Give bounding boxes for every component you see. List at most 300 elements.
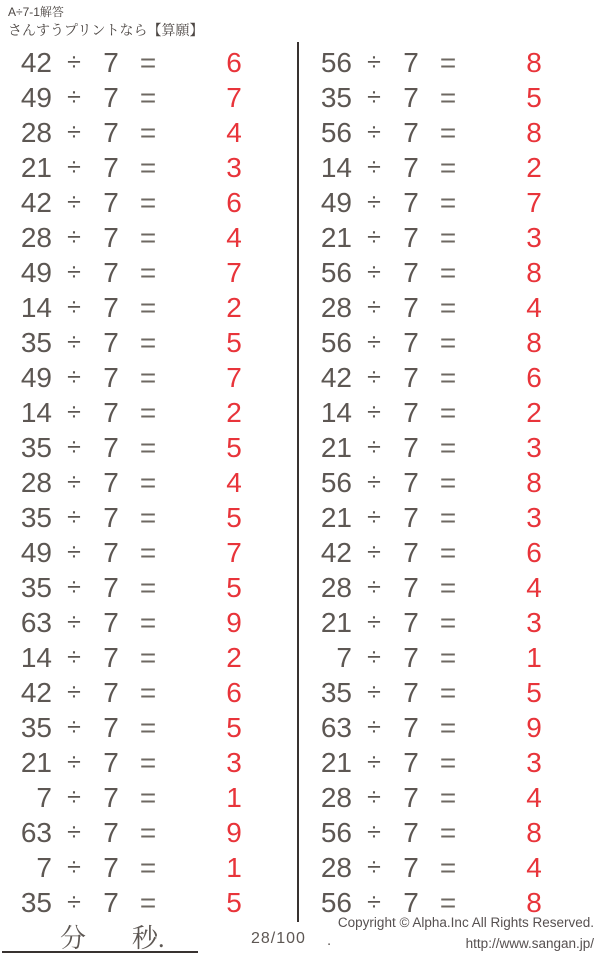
problem-row [300,150,600,185]
division-sign: ÷ [367,783,381,811]
divisor: 7 [403,221,419,253]
problem-row [0,465,300,500]
dividend: 14 [20,396,52,428]
equals-sign: = [439,676,457,708]
divisor: 7 [403,186,419,218]
problem-row [300,290,600,325]
problem-row [300,710,600,745]
dividend: 42 [320,361,352,393]
divisor: 7 [103,361,119,393]
problem-row [300,115,600,150]
divisor: 7 [403,151,419,183]
division-sign: ÷ [367,83,381,111]
answer: 2 [526,151,542,183]
copyright-text: Copyright © Alpha.Inc All Rights Reserved. [337,915,594,930]
problem-row [300,815,600,850]
problem-row [0,535,300,570]
copyright-url: http://www.sangan.jp/ [465,936,594,951]
answer: 3 [526,431,542,463]
division-sign: ÷ [367,608,381,636]
answer: 5 [526,81,542,113]
dividend: 7 [336,641,352,673]
problem-row [0,500,300,535]
problem-row [0,115,300,150]
divisor: 7 [403,81,419,113]
problem-row [300,850,600,885]
problem-row [0,710,300,745]
division-sign: ÷ [367,118,381,146]
division-sign: ÷ [367,853,381,881]
equals-sign: = [439,781,457,813]
division-sign: ÷ [67,713,81,741]
answer: 4 [526,571,542,603]
seconds-label: 秒. [132,924,165,953]
worksheet-header [8,4,203,40]
dividend: 35 [320,676,352,708]
problem-row [0,430,300,465]
divisor: 7 [403,641,419,673]
problem-row [0,220,300,255]
dividend: 21 [20,746,52,778]
equals-sign: = [139,361,157,393]
problem-row [0,395,300,430]
answer: 5 [526,676,542,708]
divisor: 7 [103,291,119,323]
equals-sign: = [439,151,457,183]
division-sign: ÷ [67,608,81,636]
division-sign: ÷ [67,573,81,601]
answer: 7 [226,536,242,568]
problem-row [0,640,300,675]
answer: 8 [526,886,542,918]
division-sign: ÷ [367,433,381,461]
worksheet-title: A÷7-1解答 [8,5,64,19]
dividend: 14 [320,151,352,183]
equals-sign: = [139,466,157,498]
equals-sign: = [139,46,157,78]
divisor: 7 [403,396,419,428]
problem-row [0,290,300,325]
dividend: 35 [20,571,52,603]
divisor: 7 [403,501,419,533]
answer: 8 [526,816,542,848]
answer: 5 [226,326,242,358]
copyright-block [338,912,594,954]
dividend: 49 [320,186,352,218]
problem-row [0,780,300,815]
dividend: 56 [320,466,352,498]
equals-sign: = [439,396,457,428]
equals-sign: = [139,256,157,288]
answer: 6 [226,186,242,218]
answer: 6 [226,676,242,708]
divisor: 7 [103,746,119,778]
division-sign: ÷ [67,433,81,461]
answer: 5 [226,501,242,533]
division-sign: ÷ [67,258,81,286]
divisor: 7 [103,151,119,183]
dividend: 56 [320,46,352,78]
equals-sign: = [139,501,157,533]
equals-sign: = [139,606,157,638]
dividend: 42 [20,46,52,78]
divisor: 7 [103,466,119,498]
equals-sign: = [139,851,157,883]
division-sign: ÷ [67,468,81,496]
equals-sign: = [439,291,457,323]
dividend: 35 [20,711,52,743]
dividend: 14 [20,641,52,673]
problem-row [0,675,300,710]
problem-row [0,360,300,395]
dividend: 35 [20,886,52,918]
divisor: 7 [403,116,419,148]
divisor: 7 [403,886,419,918]
equals-sign: = [139,711,157,743]
answer: 7 [226,361,242,393]
divisor: 7 [103,221,119,253]
equals-sign: = [439,711,457,743]
problem-row [0,570,300,605]
problem-row [0,605,300,640]
division-sign: ÷ [67,118,81,146]
equals-sign: = [439,81,457,113]
divisor: 7 [103,536,119,568]
divisor: 7 [103,571,119,603]
division-sign: ÷ [67,783,81,811]
division-sign: ÷ [67,153,81,181]
divisor: 7 [403,711,419,743]
divisor: 7 [103,711,119,743]
divisor: 7 [103,781,119,813]
dividend: 28 [20,466,52,498]
answer: 8 [526,116,542,148]
division-sign: ÷ [67,293,81,321]
answer: 5 [226,571,242,603]
equals-sign: = [139,641,157,673]
division-sign: ÷ [67,853,81,881]
answer: 3 [526,746,542,778]
divisor: 7 [403,361,419,393]
division-sign: ÷ [367,363,381,391]
dividend: 56 [320,886,352,918]
divisor: 7 [103,81,119,113]
equals-sign: = [139,81,157,113]
division-sign: ÷ [367,818,381,846]
division-sign: ÷ [367,888,381,916]
division-sign: ÷ [367,153,381,181]
problem-row [0,255,300,290]
equals-sign: = [439,606,457,638]
divisor: 7 [403,431,419,463]
equals-sign: = [139,536,157,568]
problem-row [0,80,300,115]
problem-row [0,850,300,885]
division-sign: ÷ [367,258,381,286]
problem-row [0,815,300,850]
dividend: 42 [20,186,52,218]
problem-row [300,605,600,640]
dividend: 42 [320,536,352,568]
answer: 5 [226,431,242,463]
time-record-line [2,919,198,953]
divisor: 7 [403,326,419,358]
dividend: 14 [20,291,52,323]
answer: 3 [526,501,542,533]
divisor: 7 [103,186,119,218]
divisor: 7 [103,326,119,358]
dividend: 35 [320,81,352,113]
answer: 8 [526,256,542,288]
dividend: 28 [320,781,352,813]
division-sign: ÷ [67,398,81,426]
problem-row [300,80,600,115]
division-sign: ÷ [367,678,381,706]
equals-sign: = [439,326,457,358]
equals-sign: = [139,816,157,848]
divisor: 7 [403,571,419,603]
division-sign: ÷ [367,223,381,251]
equals-sign: = [139,676,157,708]
problem-row [300,430,600,465]
problem-row [0,45,300,80]
dividend: 28 [320,291,352,323]
divisor: 7 [403,816,419,848]
divisor: 7 [103,501,119,533]
equals-sign: = [439,116,457,148]
dividend: 63 [320,711,352,743]
equals-sign: = [139,571,157,603]
dividend: 21 [20,151,52,183]
problem-row [300,325,600,360]
answer: 2 [526,396,542,428]
division-sign: ÷ [67,503,81,531]
answer: 9 [226,606,242,638]
dividend: 35 [20,326,52,358]
divisor: 7 [403,256,419,288]
equals-sign: = [139,431,157,463]
answer: 6 [226,46,242,78]
dividend: 56 [320,256,352,288]
division-sign: ÷ [67,363,81,391]
stray-period: . [327,932,332,949]
answer: 5 [226,886,242,918]
dividend: 7 [36,781,52,813]
equals-sign: = [439,886,457,918]
equals-sign: = [439,466,457,498]
problem-row [0,325,300,360]
answer: 5 [226,711,242,743]
divisor: 7 [403,606,419,638]
division-sign: ÷ [67,678,81,706]
dividend: 14 [320,396,352,428]
divisor: 7 [403,746,419,778]
division-sign: ÷ [367,48,381,76]
division-sign: ÷ [67,48,81,76]
dividend: 28 [20,116,52,148]
problem-row [300,570,600,605]
division-sign: ÷ [367,398,381,426]
division-sign: ÷ [67,643,81,671]
dividend: 21 [320,221,352,253]
dividend: 35 [20,501,52,533]
dividend: 56 [320,326,352,358]
problem-row [300,360,600,395]
equals-sign: = [139,746,157,778]
answer: 3 [226,746,242,778]
answer: 4 [526,851,542,883]
division-sign: ÷ [367,188,381,216]
division-sign: ÷ [367,503,381,531]
equals-sign: = [139,221,157,253]
answer: 4 [226,466,242,498]
answer: 4 [226,116,242,148]
division-sign: ÷ [67,888,81,916]
answer: 2 [226,291,242,323]
division-sign: ÷ [67,83,81,111]
equals-sign: = [139,326,157,358]
equals-sign: = [139,186,157,218]
equals-sign: = [439,501,457,533]
problems-column-left [0,45,300,920]
dividend: 63 [20,816,52,848]
division-sign: ÷ [67,748,81,776]
equals-sign: = [439,431,457,463]
equals-sign: = [439,816,457,848]
problem-row [0,885,300,920]
division-sign: ÷ [367,293,381,321]
worksheet-subtitle: さんすうプリントなら【算願】 [8,22,204,38]
problem-row [300,675,600,710]
equals-sign: = [439,851,457,883]
equals-sign: = [139,291,157,323]
problem-row [300,780,600,815]
problem-row [300,745,600,780]
answer: 1 [526,641,542,673]
equals-sign: = [439,536,457,568]
problem-row [300,500,600,535]
divisor: 7 [103,116,119,148]
problems-column-right [300,45,600,920]
divisor: 7 [403,46,419,78]
dividend: 56 [320,816,352,848]
divisor: 7 [103,396,119,428]
dividend: 21 [320,431,352,463]
problem-row [300,640,600,675]
dividend: 28 [20,221,52,253]
division-sign: ÷ [67,818,81,846]
dividend: 56 [320,116,352,148]
equals-sign: = [439,46,457,78]
answer: 4 [526,781,542,813]
divisor: 7 [103,816,119,848]
answer: 4 [226,221,242,253]
dividend: 28 [320,851,352,883]
answer: 4 [526,291,542,323]
divisor: 7 [103,851,119,883]
equals-sign: = [139,886,157,918]
dividend: 21 [320,746,352,778]
answer: 1 [226,851,242,883]
dividend: 49 [20,536,52,568]
division-sign: ÷ [367,573,381,601]
divisor: 7 [103,46,119,78]
answer: 6 [526,361,542,393]
division-sign: ÷ [367,748,381,776]
answer: 8 [526,466,542,498]
problem-row [300,255,600,290]
divisor: 7 [403,291,419,323]
answer: 1 [226,781,242,813]
answer: 7 [226,256,242,288]
column-divider-line [297,42,299,922]
answer: 6 [526,536,542,568]
problem-row [0,150,300,185]
answer: 3 [526,606,542,638]
answer: 7 [226,81,242,113]
divisor: 7 [103,606,119,638]
answer: 3 [226,151,242,183]
divisor: 7 [403,781,419,813]
divisor: 7 [403,851,419,883]
problem-row [300,220,600,255]
divisor: 7 [403,536,419,568]
divisor: 7 [403,676,419,708]
dividend: 21 [320,606,352,638]
equals-sign: = [139,781,157,813]
divisor: 7 [103,886,119,918]
divisor: 7 [103,256,119,288]
equals-sign: = [139,151,157,183]
dividend: 42 [20,676,52,708]
equals-sign: = [139,396,157,428]
dividend: 7 [36,851,52,883]
divisor: 7 [103,676,119,708]
dividend: 63 [20,606,52,638]
divisor: 7 [103,431,119,463]
division-sign: ÷ [67,538,81,566]
equals-sign: = [439,256,457,288]
division-sign: ÷ [367,328,381,356]
equals-sign: = [439,571,457,603]
equals-sign: = [439,186,457,218]
problem-row [0,185,300,220]
equals-sign: = [439,641,457,673]
problem-row [300,465,600,500]
minutes-label: 分 [60,924,87,953]
equals-sign: = [139,116,157,148]
equals-sign: = [439,221,457,253]
answer: 8 [526,46,542,78]
divisor: 7 [103,641,119,673]
dividend: 49 [20,81,52,113]
equals-sign: = [439,361,457,393]
answer: 7 [526,186,542,218]
answer: 8 [526,326,542,358]
answer: 9 [526,711,542,743]
division-sign: ÷ [67,223,81,251]
divisor: 7 [403,466,419,498]
dividend: 49 [20,256,52,288]
dividend: 49 [20,361,52,393]
problem-row [300,185,600,220]
dividend: 21 [320,501,352,533]
page-number: 28/100 [251,930,306,947]
division-sign: ÷ [367,713,381,741]
problem-row [300,535,600,570]
answer: 9 [226,816,242,848]
problem-row [300,45,600,80]
